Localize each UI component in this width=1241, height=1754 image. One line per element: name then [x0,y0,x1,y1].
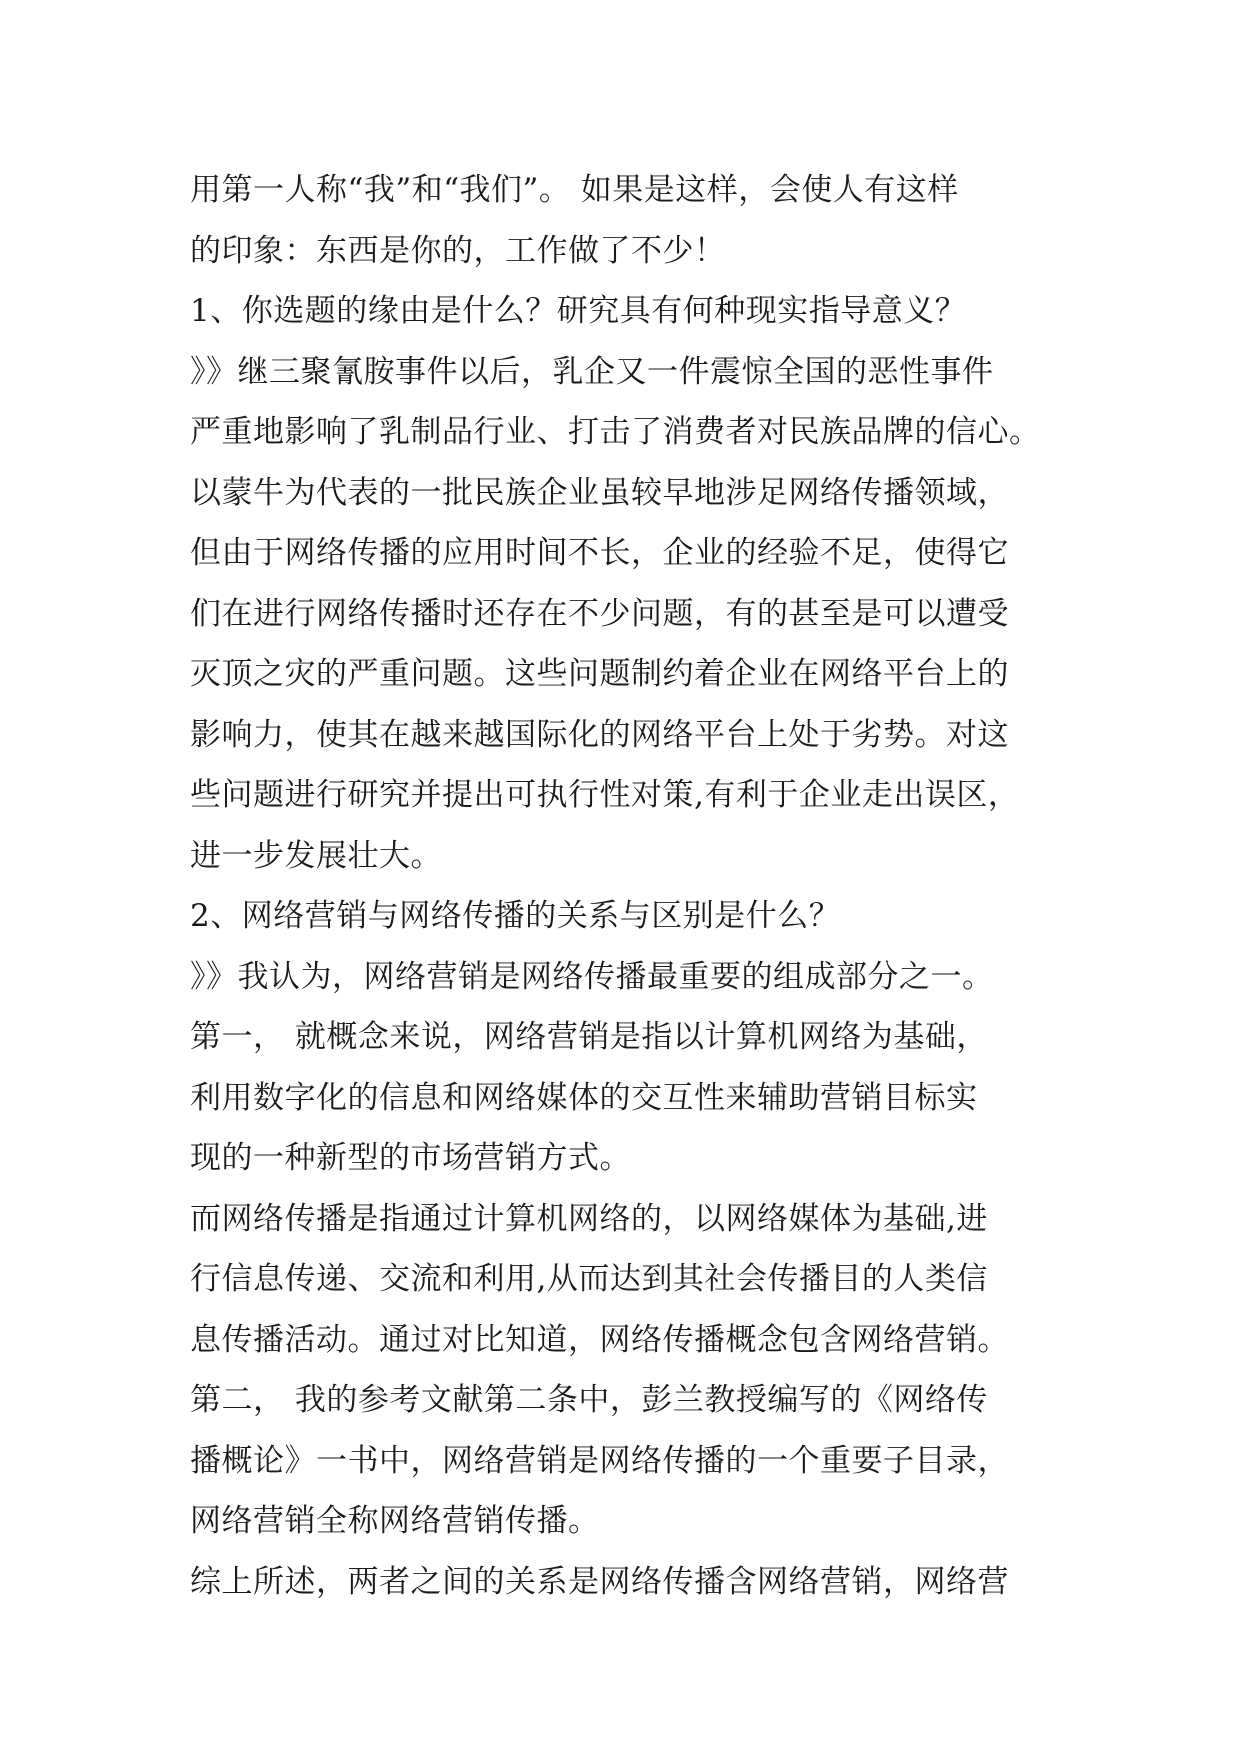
text-line: 综上所述，两者之间的关系是网络传播含网络营销，网络营 [190,1563,1009,1600]
text-line: 第二， 我的参考文献第二条中，彭兰教授编写的《网络传 [190,1382,988,1418]
text-line: 利用数字化的信息和网络媒体的交互性来辅助营销目标实 [190,1079,978,1116]
text-line: 些问题进行研究并提出可执行性对策,有利于企业走出误区， [190,777,1020,813]
text-line: 灭顶之灾的严重问题。这些问题制约着企业在网络平台上的 [190,656,1009,692]
text-line: 播概论》一书中，网络营销是网络传播的一个重要子目录， [190,1442,1009,1479]
text-line: 息传播活动。通过对比知道，网络传播概念包含网络营销。 [190,1321,1009,1358]
text-line: 行信息传递、交流和利用,从而达到其社会传播目的人类信 [190,1261,988,1297]
text-line: 》》我认为，网络营销是网络传播最重要的组成部分之一。 [190,958,994,995]
text-line: 进一步发展壮大。 [190,837,442,874]
text-line: 而网络传播是指通过计算机网络的，以网络媒体为基础,进 [190,1200,988,1237]
text-line: 用第一人称“我”和“我们”。 如果是这样，会使人有这样 [190,172,959,208]
question-heading: 2、网络营销与网络传播的关系与区别是什么？ [190,898,841,934]
text-line: 影响力，使其在越来越国际化的网络平台上处于劣势。对这 [190,716,1009,753]
text-line: 们在进行网络传播时还存在不少问题，有的甚至是可以遭受 [190,595,1009,632]
text-line: 》》继三聚氰胺事件以后，乳企又一件震惊全国的恶性事件 [190,353,994,390]
body-text [190,160,1070,1612]
question-heading: 1、你选题的缘由是什么？研究具有何种现实指导意义？ [190,293,967,329]
text-line: 第一， 就概念来说，网络营销是指以计算机网络为基础， [190,1019,988,1055]
text-line: 严重地影响了乳制品行业、打击了消费者对民族品牌的信心。 [190,414,1041,450]
text-line: 网络营销全称网络营销传播。 [190,1503,600,1539]
text-line: 的印象：东西是你的，工作做了不少！ [190,232,726,269]
text-line: 但由于网络传播的应用时间不长，企业的经验不足，使得它 [190,535,1009,571]
text-line: 以蒙牛为代表的一批民族企业虽较早地涉足网络传播领域， [190,474,1009,511]
text-line: 现的一种新型的市场营销方式。 [190,1140,631,1176]
